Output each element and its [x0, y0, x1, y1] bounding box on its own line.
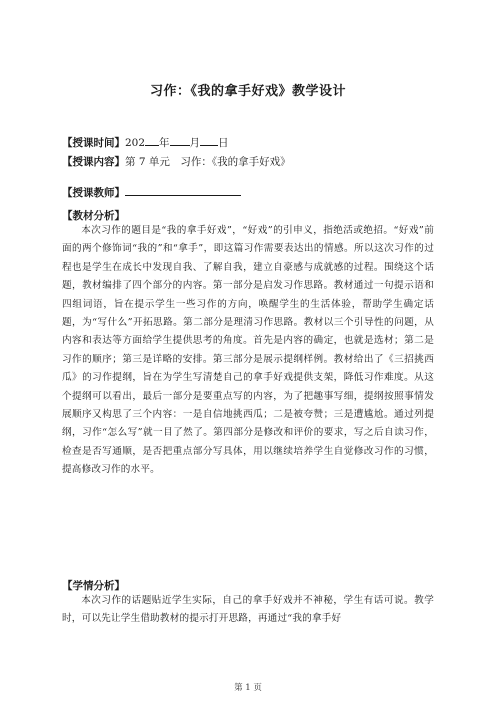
teacher-label: 【授课教师】 [62, 187, 125, 199]
meta-time-line [62, 134, 229, 150]
month-unit: 月 [189, 137, 201, 149]
student-heading: 【学情分析】 [62, 580, 125, 592]
day-unit: 日 [218, 137, 229, 149]
material-body: 本次习作的题目是“我的拿手好戏”，“好戏”的引申义，指绝活或绝招。“好戏”前面的两个修饰词“我的”和“拿手”，即这篇习作需要表达出的情感。所以这次习作的过程也是学生在成长中发现自我、了解自我，建立自豪感与成就感的过程。围绕这个话题，教材编排了四个部分的内容。第一部分是启发习作思路。教材通过一句提示语和四组词语，旨在提示学生一些习作的方向，唤醒学生的生活体验，帮助学生确定话题，为“写什么”开拓思路。第二部分是理清习作思路。教材以三个引导性的问题，从内容和表达等方面给学生提供思考的角度。首先是内容的确定，也就是选材；第二是习作的顺序；第三是详略的安排。第三部分是展示提纲样例。教材给出了《三招挑西瓜》的习作提纲，旨在为学生写清楚自己的拿手好戏提供支架，降低习作难度。从这个提纲可以看出，最后一部分是要重点写的内容，为了把趣事写细，提纲按照事情发展顺序又构思了三个内容：一是自信地挑西瓜；二是被夸赞；三是遭尴尬。通过列提纲，习作“怎么写”就一目了然了。第四部分是修改和评价的要求，写之后自读习作，检查是否写通顺，是否把重点部分写具体，用以继续培养学生自觉修改习作的习惯，提高修改习作的水平。 [62, 225, 434, 476]
material-heading: 【教材分析】 [62, 210, 125, 222]
meta-teacher-line [62, 184, 241, 200]
time-year: 202 [125, 137, 146, 149]
year-blank [145, 134, 159, 146]
month-blank [170, 134, 190, 146]
student-body: 本次习作的话题贴近学生实际，自己的拿手好戏并不神秘，学生有话可说。教学时，可以先让学生借助教材的提示打开思路，再通过“我的拿手好 [62, 595, 434, 625]
document-title: 习作：《我的拿手好戏》教学设计 [149, 84, 346, 99]
content-value: 第 7 单元 习作：《我的拿手好戏》 [125, 156, 291, 168]
page-number: 第 1 页 [234, 683, 262, 693]
time-label: 【授课时间】 [62, 137, 125, 149]
teacher-blank [125, 184, 241, 196]
meta-content-line [62, 155, 291, 169]
day-blank [200, 134, 218, 146]
content-label: 【授课内容】 [62, 156, 125, 168]
year-unit: 年 [159, 137, 170, 149]
